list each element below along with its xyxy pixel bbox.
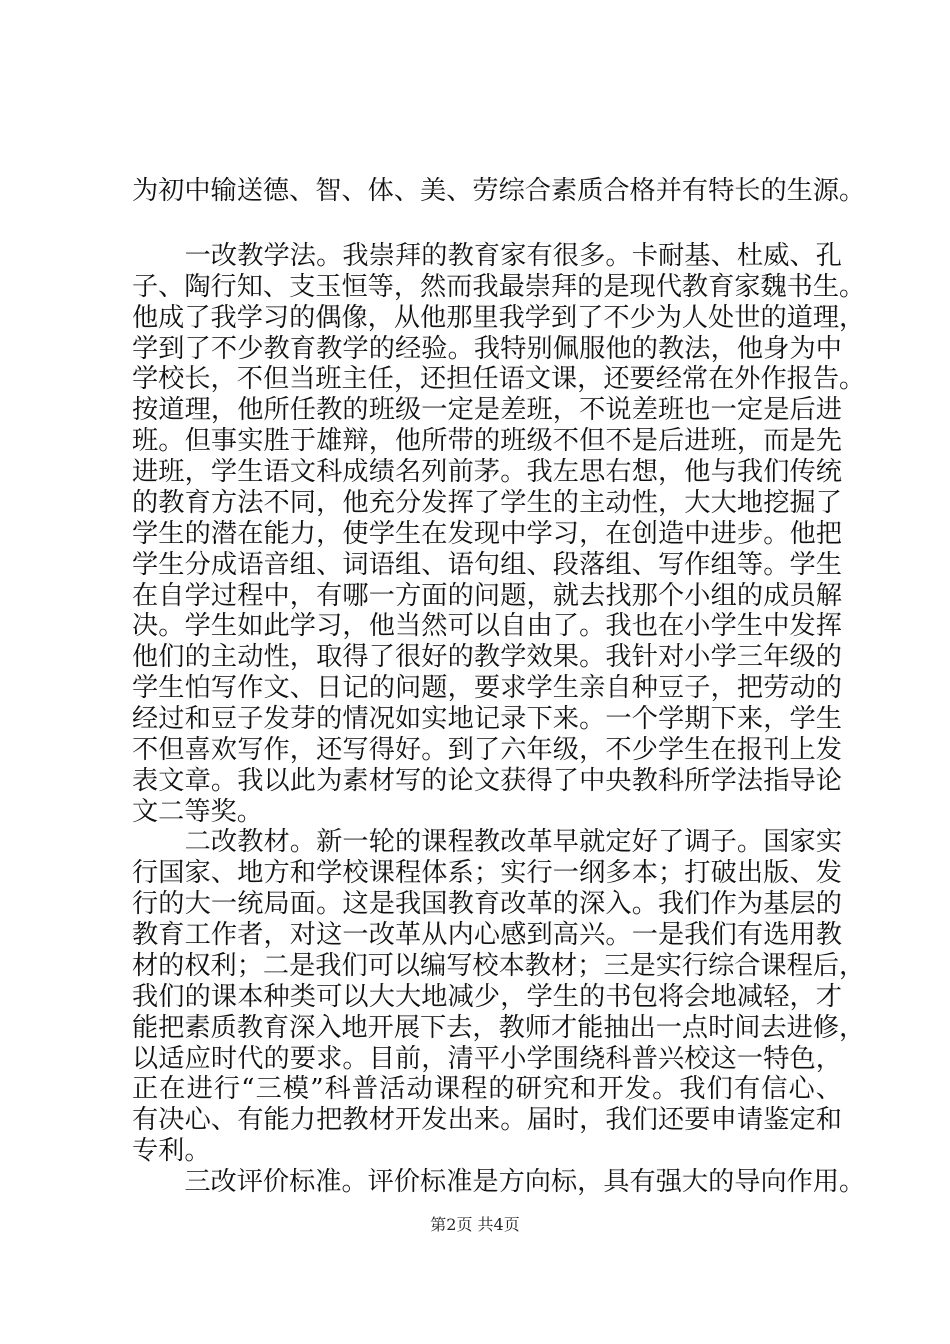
text-line: 班。但事实胜于雄辩，他所带的班级不但不是后进班，而是先: [132, 426, 842, 457]
text-line: 他成了我学习的偶像，从他那里我学到了不少为人处世的道理，: [132, 302, 866, 333]
text-line: 有决心、有能力把教材开发出来。届时，我们还要申请鉴定和: [132, 1105, 842, 1136]
text-line: 专利。: [132, 1136, 211, 1167]
text-line: 学生分成语音组、词语组、语句组、段落组、写作组等。学生: [132, 549, 842, 580]
text-line: 在自学过程中，有哪一方面的问题，就去找那个小组的成员解: [132, 580, 842, 611]
text-line: 不但喜欢写作，还写得好。到了六年级，不少学生在报刊上发: [132, 734, 842, 765]
text-line: 决。学生如此学习，他当然可以自由了。我也在小学生中发挥: [132, 611, 842, 642]
text-line: 经过和豆子发芽的情况如实地记录下来。一个学期下来，学生: [132, 704, 842, 734]
text-line: 子、陶行知、支玉恒等，然而我最崇拜的是现代教育家魏书生。: [132, 271, 866, 302]
text-line: 教育工作者，对这一改革从内心感到高兴。一是我们有选用教: [132, 920, 842, 951]
text-line: 正在进行“三模”科普活动课程的研究和开发。我们有信心、: [132, 1074, 842, 1105]
text-line: 二改教材。新一轮的课程教改革早就定好了调子。国家实: [132, 827, 842, 858]
text-line: 学校长，不但当班主任，还担任语文课，还要经常在外作报告。: [132, 364, 866, 395]
text-line: 学生怕写作文、日记的问题，要求学生亲自种豆子，把劳动的: [132, 673, 842, 704]
text-line: 他们的主动性，取得了很好的教学效果。我针对小学三年级的: [132, 642, 842, 673]
page-number-footer: 第2页 共4页: [430, 1215, 520, 1234]
text-line: 文二等奖。: [132, 796, 263, 827]
text-line: 以适应时代的要求。目前，清平小学围绕科普兴校这一特色，: [132, 1043, 842, 1074]
text-line: 三改评价标准。评价标准是方向标，具有强大的导向作用。: [132, 1167, 866, 1197]
text-line: 学到了不少教育教学的经验。我特别佩服他的教法，他身为中: [132, 333, 842, 364]
text-line: 学生的潜在能力，使学生在发现中学习，在创造中进步。他把: [132, 518, 842, 549]
text-line: 行的大一统局面。这是我国教育改革的深入。我们作为基层的: [132, 889, 842, 920]
text-line: 我们的课本种类可以大大地减少，学生的书包将会地减轻，才: [132, 981, 842, 1012]
text-line: 行国家、地方和学校课程体系；实行一纲多本；打破出版、发: [132, 858, 842, 889]
text-line: 为初中输送德、智、体、美、劳综合素质合格并有特长的生源。: [132, 176, 866, 206]
text-line: 一改教学法。我崇拜的教育家有很多。卡耐基、杜威、孔: [132, 241, 842, 271]
text-line: 表文章。我以此为素材写的论文获得了中央教科所学法指导论: [132, 765, 842, 796]
text-line: 能把素质教育深入地开展下去，教师才能抽出一点时间去进修，: [132, 1012, 866, 1043]
text-line: 材的权利；二是我们可以编写校本教材；三是实行综合课程后，: [132, 950, 866, 981]
text-line: 进班，学生语文科成绩名列前茅。我左思右想，他与我们传统: [132, 457, 842, 488]
text-line: 按道理，他所任教的班级一定是差班，不说差班也一定是后进: [132, 395, 842, 426]
text-line: 的教育方法不同，他充分发挥了学生的主动性，大大地挖掘了: [132, 487, 842, 518]
